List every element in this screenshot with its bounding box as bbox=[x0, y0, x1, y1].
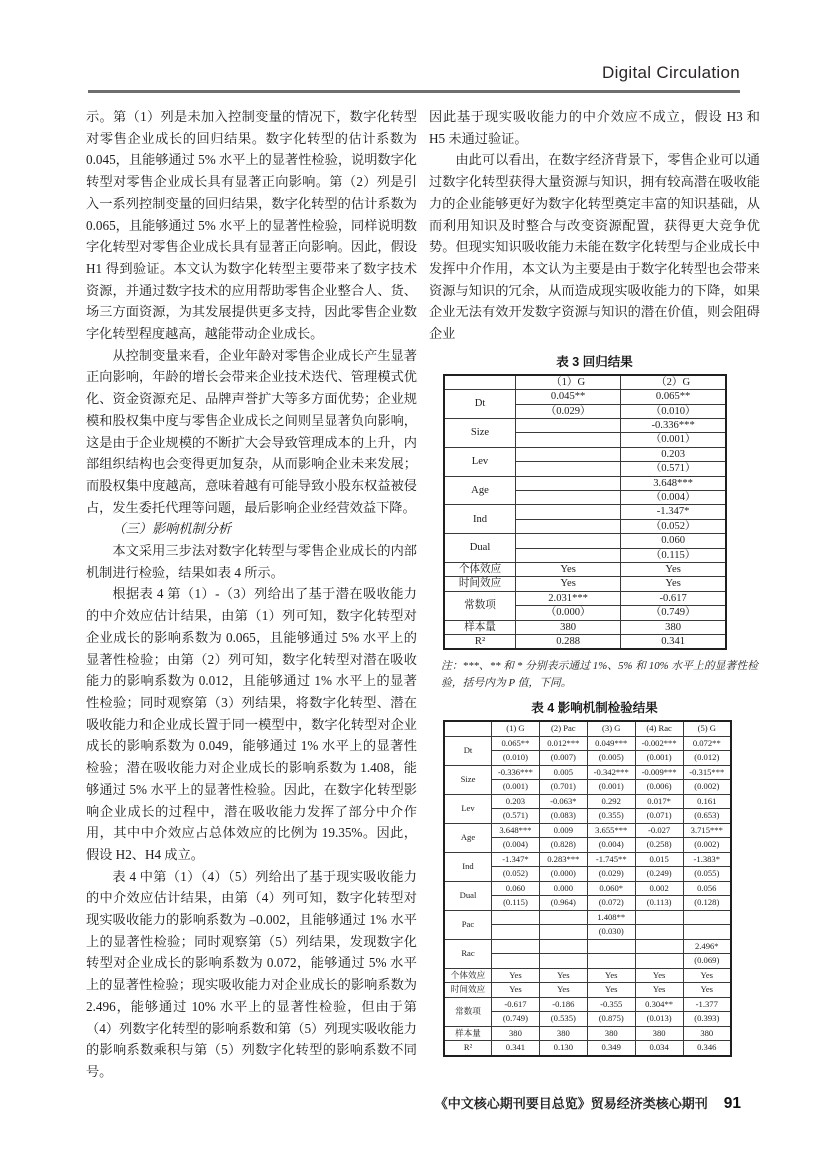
row-label: Lev bbox=[444, 794, 492, 823]
pvalue-cell bbox=[539, 925, 587, 940]
pvalue-cell bbox=[683, 925, 731, 940]
pvalue-cell: (0.071) bbox=[635, 809, 683, 824]
coefficient-cell: 3.655*** bbox=[587, 823, 635, 838]
coefficient-cell bbox=[635, 939, 683, 954]
pvalue-cell: (0.653) bbox=[683, 809, 731, 824]
table-row bbox=[444, 823, 731, 838]
coefficient-cell: -0.336*** bbox=[621, 418, 726, 432]
table-row bbox=[444, 968, 731, 983]
column-header: (2) Pac bbox=[539, 721, 587, 736]
pvalue-cell: （0.000） bbox=[516, 606, 621, 620]
value-cell: Yes bbox=[587, 983, 635, 998]
value-cell: Yes bbox=[587, 968, 635, 983]
coefficient-cell: -0.355 bbox=[587, 997, 635, 1012]
pvalue-cell bbox=[492, 925, 540, 940]
column-header: (1) G bbox=[492, 721, 540, 736]
coefficient-cell: 0.012*** bbox=[539, 736, 587, 751]
pvalue-cell bbox=[635, 954, 683, 969]
table-row bbox=[444, 563, 726, 577]
coefficient-cell bbox=[516, 534, 621, 548]
coefficient-cell bbox=[516, 505, 621, 519]
pvalue-cell: (0.115) bbox=[492, 896, 540, 911]
pvalue-cell: (0.012) bbox=[683, 751, 731, 766]
row-label: Pac bbox=[444, 910, 492, 939]
coefficient-cell bbox=[492, 910, 540, 925]
coefficient-cell: 0.002 bbox=[635, 881, 683, 896]
coefficient-cell: 3.715*** bbox=[683, 823, 731, 838]
table-row bbox=[444, 939, 731, 954]
pvalue-cell: (0.030) bbox=[587, 925, 635, 940]
table-row bbox=[444, 910, 731, 925]
value-cell: Yes bbox=[516, 577, 621, 591]
value-cell: 380 bbox=[683, 1026, 731, 1041]
value-cell: 380 bbox=[587, 1026, 635, 1041]
coefficient-cell: 0.000 bbox=[539, 881, 587, 896]
pvalue-cell: (0.029) bbox=[587, 867, 635, 882]
value-cell: 0.349 bbox=[587, 1041, 635, 1056]
coefficient-cell: 0.304** bbox=[635, 997, 683, 1012]
value-cell: 380 bbox=[621, 620, 726, 634]
pvalue-cell: (0.001) bbox=[587, 780, 635, 795]
value-cell: 0.341 bbox=[492, 1041, 540, 1056]
value-cell: 0.341 bbox=[621, 635, 726, 650]
table-row bbox=[444, 997, 731, 1012]
table-row bbox=[444, 765, 731, 780]
coefficient-cell bbox=[516, 447, 621, 461]
pvalue-cell bbox=[516, 490, 621, 504]
coefficient-cell: 2.031*** bbox=[516, 591, 621, 605]
pvalue-cell: (0.004) bbox=[492, 838, 540, 853]
row-label: 时间效应 bbox=[444, 983, 492, 998]
journal-designation: 《中文核心期刊要目总览》贸易经济类核心期刊 bbox=[434, 1096, 708, 1111]
value-cell: Yes bbox=[516, 563, 621, 577]
table-row bbox=[444, 1026, 731, 1041]
coefficient-cell: 0.283*** bbox=[539, 852, 587, 867]
pvalue-cell: (0.964) bbox=[539, 896, 587, 911]
table-row bbox=[444, 577, 726, 591]
table-row bbox=[444, 620, 726, 634]
value-cell: Yes bbox=[621, 563, 726, 577]
pvalue-cell: (0.007) bbox=[539, 751, 587, 766]
table-row bbox=[444, 794, 731, 809]
coefficient-cell: -1.377 bbox=[683, 997, 731, 1012]
column-header: （1）G bbox=[516, 375, 621, 390]
page-number: 91 bbox=[723, 1095, 741, 1112]
column-header: (4) Rac bbox=[635, 721, 683, 736]
coefficient-cell bbox=[516, 476, 621, 490]
corner-cell bbox=[444, 375, 516, 390]
coefficient-cell: -0.009*** bbox=[635, 765, 683, 780]
running-head: Digital Circulation bbox=[602, 63, 740, 82]
row-label: Dual bbox=[444, 534, 516, 563]
value-cell: Yes bbox=[635, 983, 683, 998]
column-header: （2）G bbox=[621, 375, 726, 390]
coefficient-cell: -0.027 bbox=[635, 823, 683, 838]
pvalue-cell: （0.571） bbox=[621, 462, 726, 476]
coefficient-cell: 2.496* bbox=[683, 939, 731, 954]
row-label: 样本量 bbox=[444, 620, 516, 634]
regression-results-table bbox=[443, 374, 727, 651]
value-cell: 0.288 bbox=[516, 635, 621, 650]
pvalue-cell bbox=[539, 954, 587, 969]
value-cell: Yes bbox=[492, 968, 540, 983]
coefficient-cell: -0.342*** bbox=[587, 765, 635, 780]
table-row bbox=[444, 983, 731, 998]
value-cell: 380 bbox=[516, 620, 621, 634]
pvalue-cell bbox=[516, 548, 621, 562]
coefficient-cell bbox=[516, 418, 621, 432]
coefficient-cell: 0.065** bbox=[621, 390, 726, 404]
coefficient-cell: 0.292 bbox=[587, 794, 635, 809]
pvalue-cell: (0.113) bbox=[635, 896, 683, 911]
value-cell: 380 bbox=[539, 1026, 587, 1041]
pvalue-cell bbox=[492, 954, 540, 969]
coefficient-cell: 0.203 bbox=[621, 447, 726, 461]
pvalue-cell: (0.005) bbox=[587, 751, 635, 766]
row-label: 时间效应 bbox=[444, 577, 516, 591]
coefficient-cell: -1.383* bbox=[683, 852, 731, 867]
table3-title: 表 3 回归结果 bbox=[556, 354, 633, 369]
corner-cell bbox=[444, 721, 492, 736]
row-label: R² bbox=[444, 1041, 492, 1056]
pvalue-cell: (0.004) bbox=[587, 838, 635, 853]
pvalue-cell bbox=[635, 925, 683, 940]
table-row bbox=[444, 534, 726, 548]
row-label: Size bbox=[444, 418, 516, 447]
table-row bbox=[444, 418, 726, 432]
row-label: Rac bbox=[444, 939, 492, 968]
pvalue-cell: (0.249) bbox=[635, 867, 683, 882]
coefficient-cell: -0.063* bbox=[539, 794, 587, 809]
table-row bbox=[444, 390, 726, 404]
coefficient-cell: -1.745** bbox=[587, 852, 635, 867]
table-row bbox=[444, 591, 726, 605]
coefficient-cell: 0.015 bbox=[635, 852, 683, 867]
header-row bbox=[444, 721, 731, 736]
row-label: Dt bbox=[444, 390, 516, 419]
coefficient-cell bbox=[587, 939, 635, 954]
pvalue-cell: (0.002) bbox=[683, 780, 731, 795]
pvalue-cell: (0.001) bbox=[635, 751, 683, 766]
row-label: 个体效应 bbox=[444, 563, 516, 577]
coefficient-cell bbox=[539, 910, 587, 925]
value-cell: Yes bbox=[621, 577, 726, 591]
page-footer bbox=[435, 1093, 741, 1113]
coefficient-cell: 0.161 bbox=[683, 794, 731, 809]
pvalue-cell: （0.029） bbox=[516, 404, 621, 418]
pvalue-cell: (0.013) bbox=[635, 1012, 683, 1027]
row-label: Ind bbox=[444, 852, 492, 881]
pvalue-cell: (0.083) bbox=[539, 809, 587, 824]
coefficient-cell: 0.045** bbox=[516, 390, 621, 404]
pvalue-cell: (0.010) bbox=[492, 751, 540, 766]
coefficient-cell: 0.203 bbox=[492, 794, 540, 809]
pvalue-cell: (0.069) bbox=[683, 954, 731, 969]
row-label: 个体效应 bbox=[444, 968, 492, 983]
pvalue-cell: (0.002) bbox=[683, 838, 731, 853]
row-label: 样本量 bbox=[444, 1026, 492, 1041]
paragraph: 本文采用三步法对数字化转型与零售企业成长的内部机制进行检验，结果如表 4 所示。 bbox=[86, 543, 417, 580]
coefficient-cell: 1.408** bbox=[587, 910, 635, 925]
table4-title: 表 4 影响机制检验结果 bbox=[531, 701, 658, 716]
coefficient-cell: -0.617 bbox=[492, 997, 540, 1012]
pvalue-cell: （0.004） bbox=[621, 490, 726, 504]
value-cell: 0.130 bbox=[539, 1041, 587, 1056]
table-row bbox=[444, 635, 726, 650]
mechanism-test-table bbox=[443, 720, 732, 1057]
row-label: Age bbox=[444, 823, 492, 852]
table-row bbox=[444, 476, 726, 490]
row-label: 常数项 bbox=[444, 591, 516, 620]
pvalue-cell: (0.535) bbox=[539, 1012, 587, 1027]
header-rule bbox=[88, 90, 740, 93]
pvalue-cell: (0.828) bbox=[539, 838, 587, 853]
row-label: Size bbox=[444, 765, 492, 794]
column-header: (5) G bbox=[683, 721, 731, 736]
pvalue-cell: (0.701) bbox=[539, 780, 587, 795]
pvalue-cell: (0.128) bbox=[683, 896, 731, 911]
paragraph: 示。第（1）列是未加入控制变量的情况下，数字化转型对零售企业成长的回归结果。数字化转型的估计系数为 0.045，且能够通过 5% 水平上的显著性检验，说明数字化转型对零售企业成长具有显著正向影响。第（2）列是引入一系列控制变量的回归结果，数字化转型的估计系数为 0.065，且能够通过 5% 水平上的显著性检验，同样说明数字化转型对零售企业成长具有显著正向影响。因此，假设 H1 得到验证。本文认为数字化转型主要带来了数字技术资源，并通过数字技术的应用帮助零售企业整合人、货、场三方面资源，为其发展提供更多支持，因此零售企业数字化转型程度越高，越能带动企业成长。 bbox=[86, 109, 417, 342]
value-cell: Yes bbox=[683, 983, 731, 998]
value-cell: Yes bbox=[635, 968, 683, 983]
value-cell: Yes bbox=[539, 968, 587, 983]
coefficient-cell bbox=[492, 939, 540, 954]
coefficient-cell: 0.060 bbox=[621, 534, 726, 548]
table-row bbox=[444, 852, 731, 867]
pvalue-cell: (0.258) bbox=[635, 838, 683, 853]
pvalue-cell: (0.001) bbox=[492, 780, 540, 795]
pvalue-cell: (0.052) bbox=[492, 867, 540, 882]
coefficient-cell bbox=[635, 910, 683, 925]
coefficient-cell: 0.017* bbox=[635, 794, 683, 809]
value-cell: 0.346 bbox=[683, 1041, 731, 1056]
value-cell: 380 bbox=[635, 1026, 683, 1041]
pvalue-cell: （0.001） bbox=[621, 433, 726, 447]
pvalue-cell: (0.749) bbox=[492, 1012, 540, 1027]
row-label: Ind bbox=[444, 505, 516, 534]
column-header: (3) G bbox=[587, 721, 635, 736]
coefficient-cell: 0.005 bbox=[539, 765, 587, 780]
coefficient-cell: 0.009 bbox=[539, 823, 587, 838]
coefficient-cell: 3.648*** bbox=[492, 823, 540, 838]
row-label: 常数项 bbox=[444, 997, 492, 1026]
value-cell: Yes bbox=[492, 983, 540, 998]
coefficient-cell: -0.186 bbox=[539, 997, 587, 1012]
pvalue-cell bbox=[516, 433, 621, 447]
row-label: Lev bbox=[444, 447, 516, 476]
pvalue-cell: (0.355) bbox=[587, 809, 635, 824]
coefficient-cell: 0.065** bbox=[492, 736, 540, 751]
coefficient-cell bbox=[683, 910, 731, 925]
coefficient-cell: -0.617 bbox=[621, 591, 726, 605]
paragraph: 由此可以看出，在数字经济背景下，零售企业可以通过数字化转型获得大量资源与知识，拥有较高潜在吸收能力的企业能够更好为数字化转型奠定丰富的知识基础，从而利用知识及时整合与改变资源配置，获得更大竞争优势。但现实知识吸收能力未能在数字化转型与企业成长中发挥中介作用，本文认为主要是由于数字化转型也会带来资源与知识的冗余，从而造成现实吸收能力的下降，如果企业无法有效开发数字资源与知识的潜在价值，则会阻碍企业 bbox=[429, 152, 760, 342]
left-column bbox=[86, 106, 417, 1083]
value-cell: 380 bbox=[492, 1026, 540, 1041]
coefficient-cell: -0.336*** bbox=[492, 765, 540, 780]
coefficient-cell: -0.002*** bbox=[635, 736, 683, 751]
pvalue-cell: (0.055) bbox=[683, 867, 731, 882]
section-subheading: （三）影响机制分析 bbox=[112, 521, 232, 537]
value-cell: Yes bbox=[539, 983, 587, 998]
coefficient-cell: 3.648*** bbox=[621, 476, 726, 490]
value-cell: Yes bbox=[683, 968, 731, 983]
header-row bbox=[444, 375, 726, 390]
pvalue-cell: （0.052） bbox=[621, 519, 726, 533]
table-row bbox=[444, 447, 726, 461]
paragraph: 根据表 4 第（1）-（3）列给出了基于潜在吸收能力的中介效应估计结果，由第（1）列可知，数字化转型对企业成长的影响系数为 0.065，且能够通过 5% 水平上的显著性检验；由第（2）列可知，数字化转型对潜在吸收能力的影响系数为 0.012，且能够通过 1% 水平上的显著性检验；同时观察第（3）列结果，将数字化转型、潜在吸收能力和企业成长置于同一模型中，数字化转型对企业成长的影响系数为 0.049，能够通过 1% 水平上的显著性检验；潜在吸收能力对企业成长的影响系数为 1.408，能够通过 5% 水平上的显著性检验。因此，在数字化转型影响企业成长的过程中，潜在吸收能力发挥了部分中介作用，其中中介效应占总体效应的比例为 19.35%。因此，假设 H2、H4 成立。 bbox=[86, 586, 417, 862]
table3-note: 注：***、** 和 * 分别表示通过 1%、5% 和 10% 水平上的显著性检验，括号内为 P 值，下同。 bbox=[441, 660, 758, 689]
coefficient-cell: -1.347* bbox=[492, 852, 540, 867]
paragraph: 表 4 中第（1）（4）（5）列给出了基于现实吸收能力的中介效应估计结果，由第（4）列可知，数字化转型对现实吸收能力的影响系数为 –0.002，且能够通过 1% 水平上的显著性检验；同时观察第（5）列结果，发现数字化转型对企业成长的影响系数为 0.072，能够通过 5% 水平上的显著性检验；现实吸收能力对企业成长的影响系数为 2.496，能够通过 10% 水平上的显著性检验，但由于第（4）列数字化转型的影响系数和第（5）列现实吸收能力的影响系数乘积与第（5）列数字化转型的影响系数不同号。 bbox=[86, 868, 417, 1079]
paragraph: 从控制变量来看，企业年龄对零售企业成长产生显著正向影响，年龄的增长会带来企业技术迭代、管理模式优化、资金资源充足、品牌声誉扩大等多方面优势；企业规模和股权集中度与零售企业成长之间则呈显著负向影响，这是由于企业规模的不断扩大会导致管理成本的上升，内部组织结构也会变得更加复杂，从而影响企业未来发展；而股权集中度越高，意味着越有可能导致小股东权益被侵占，发生委托代理等问题，最后影响企业经营效益下降。 bbox=[86, 347, 417, 515]
row-label: R² bbox=[444, 635, 516, 650]
table-row bbox=[444, 1041, 731, 1056]
pvalue-cell: (0.072) bbox=[587, 896, 635, 911]
coefficient-cell: 0.056 bbox=[683, 881, 731, 896]
coefficient-cell: -0.315*** bbox=[683, 765, 731, 780]
coefficient-cell: 0.060* bbox=[587, 881, 635, 896]
coefficient-cell: 0.072** bbox=[683, 736, 731, 751]
row-label: Dual bbox=[444, 881, 492, 910]
pvalue-cell: (0.006) bbox=[635, 780, 683, 795]
table-row bbox=[444, 505, 726, 519]
value-cell: 0.034 bbox=[635, 1041, 683, 1056]
coefficient-cell: 0.049*** bbox=[587, 736, 635, 751]
coefficient-cell: 0.060 bbox=[492, 881, 540, 896]
pvalue-cell bbox=[516, 519, 621, 533]
pvalue-cell bbox=[587, 954, 635, 969]
row-label: Age bbox=[444, 476, 516, 505]
table-row bbox=[444, 736, 731, 751]
pvalue-cell: (0.571) bbox=[492, 809, 540, 824]
pvalue-cell: (0.000) bbox=[539, 867, 587, 882]
coefficient-cell: -1.347* bbox=[621, 505, 726, 519]
pvalue-cell: （0.010） bbox=[621, 404, 726, 418]
table-row bbox=[444, 881, 731, 896]
pvalue-cell: （0.749） bbox=[621, 606, 726, 620]
row-label: Dt bbox=[444, 736, 492, 765]
pvalue-cell: (0.393) bbox=[683, 1012, 731, 1027]
pvalue-cell: (0.875) bbox=[587, 1012, 635, 1027]
pvalue-cell bbox=[516, 462, 621, 476]
coefficient-cell bbox=[539, 939, 587, 954]
pvalue-cell: （0.115） bbox=[621, 548, 726, 562]
right-column bbox=[429, 106, 760, 1057]
paragraph: 因此基于现实吸收能力的中介效应不成立，假设 H3 和 H5 未通过验证。 bbox=[429, 109, 760, 146]
